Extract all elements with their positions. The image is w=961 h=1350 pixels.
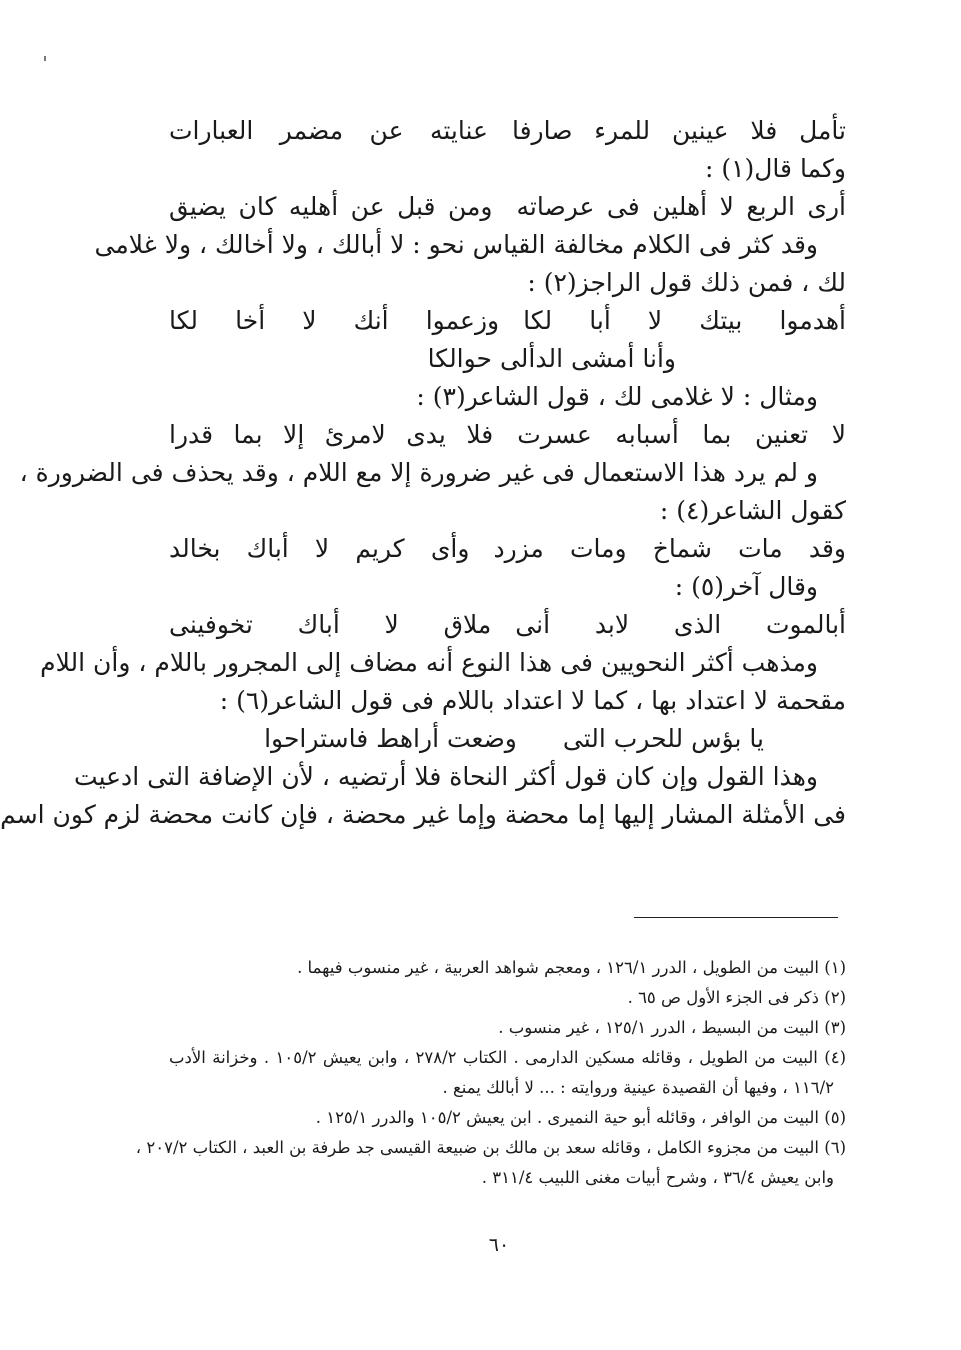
verse-line: [169, 416, 846, 454]
verse-first-half: لا تعنين بما أسبابه عسرت: [517, 420, 846, 449]
footnote-continued: ١١٦/٢ ، وفيها أن القصيدة عينية وروايته : ... لا أبالك يمنع .: [442, 1078, 834, 1097]
text-line: وقد كثر فى الكلام مخالفة القياس نحو : لا أبالك ، ولا أخالك ، ولا غلامى: [94, 230, 818, 259]
verse-second-half: ملاق لا أباك تخوفينى: [168, 610, 492, 639]
footnote-continued: وابن يعيش ٣٦/٤ ، وشرح أبيات مغنى اللبيب ٣١١/٤ .: [481, 1168, 834, 1187]
footnote: (٤) البيت من الطويل ، وقائله مسكين الدارمى . الكتاب ٢٧٨/٢ ، وابن يعيش ١٠٥/٢ . وخزانة الأدب: [169, 1048, 846, 1067]
scan-mark: [44, 56, 46, 61]
footnote: (٦) البيت من مجزوء الكامل ، وقائله سعد بن مالك بن ضبيعة القيسى جد طرفة بن العبد ، الكتاب ٢٠٧/٢ ،: [135, 1138, 846, 1157]
text-line: مقحمة لا اعتداد بها ، كما لا اعتداد باللام فى قول الشاعر(٦) :: [219, 686, 846, 715]
verse-second-half: ومن قبل عن أهليه كان يضيق: [168, 192, 493, 221]
footnote: (١) البيت من الطويل ، الدرر ١٢٦/١ ، ومعجم شواهد العربية ، غير منسوب فيهما .: [297, 958, 846, 977]
verse-second-half: وأى كريم لا أباك بخالد: [169, 534, 470, 563]
footnote: (٣) البيت من البسيط ، الدرر ١٢٥/١ ، غير منسوب .: [498, 1018, 846, 1037]
verse-line: [169, 302, 846, 340]
verse-second-half: عنايته عن مضمر العبارات: [168, 116, 488, 145]
footnote: (٢) ذكر فى الجزء الأول ص ٦٥ .: [627, 988, 846, 1007]
verse-second-half: فلا يدى لامرئ إلا بما قدرا: [169, 420, 494, 449]
text-line: كقول الشاعر(٤) :: [659, 496, 846, 525]
text-line: لك ، فمن ذلك قول الراجز(٢) :: [527, 268, 846, 297]
verse-line: [169, 112, 846, 150]
text-line: و لم يرد هذا الاستعمال فى غير ضرورة إلا مع اللام ، وقد يحذف فى الضرورة ،: [19, 458, 818, 487]
footnotes: [135, 953, 846, 1193]
verse-second-half: وضعت أراهط فاستراحوا: [264, 724, 517, 753]
text-line: وكما قال(١) :: [704, 154, 846, 183]
text-line: وهذا القول وإن كان قول أكثر النحاة فلا أرتضيه ، لأن الإضافة التى ادعيت: [74, 762, 818, 791]
verse-line: [169, 188, 846, 226]
text-line: ومثال : لا غلامى لك ، قول الشاعر(٣) :: [416, 382, 818, 411]
text-line: فى الأمثلة المشار إليها إما محضة وإما غير محضة ، فإن كانت محضة لزم كون اسم: [0, 800, 846, 829]
verse-first-half: يا بؤس للحرب التى: [562, 724, 764, 753]
verse-line: [169, 720, 846, 758]
verse-first-half: أبالموت الذى لابد أنى: [515, 610, 846, 639]
page-number: ٦٠: [488, 1234, 510, 1256]
verse-second-half: وزعموا أنك لا أخا لكا: [169, 306, 500, 335]
main-text: [0, 112, 846, 834]
text-line: ومذهب أكثر النحويين فى هذا النوع أنه مضاف إلى المجرور باللام ، وأن اللام: [40, 648, 818, 677]
verse-first-half: وقد مات شماخ ومات مزرد: [493, 534, 846, 563]
footnote-separator: [634, 917, 838, 918]
verse-first-half: أهدموا بيتك لا أبا لكا: [523, 306, 846, 335]
verse-line: [169, 530, 846, 568]
verse-first-half: أرى الربع لا أهلين فى عرصاته: [516, 192, 846, 221]
text-line: وقال آخر(٥) :: [674, 572, 818, 601]
footnote: (٥) البيت من الوافر ، وقائله أبو حية النميرى . ابن يعيش ١٠٥/٢ والدرر ١٢٥/١ .: [315, 1108, 846, 1127]
verse-line-continued: وأنا أمشى الدألى حوالكا: [427, 344, 676, 373]
verse-first-half: تأمل فلا عينين للمرء صارفا: [511, 116, 846, 145]
verse-line: [169, 606, 846, 644]
